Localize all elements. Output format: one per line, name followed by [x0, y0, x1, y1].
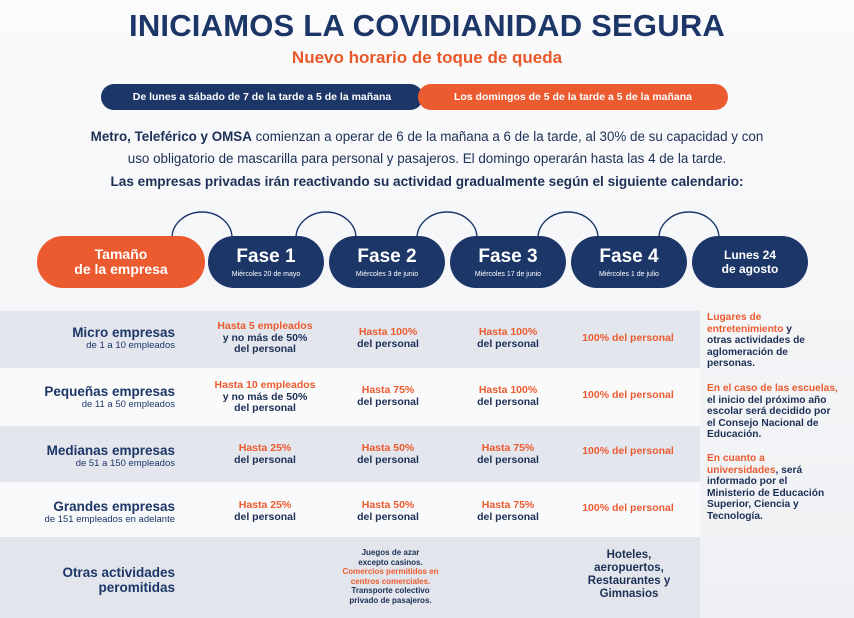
side-note-1-e: aglomeración de [707, 346, 788, 358]
side-note-2-e: Educación. [707, 429, 762, 440]
cell-other-phase-4-a: Hoteles, [606, 549, 652, 561]
cell-micro-phase-3 [448, 327, 568, 350]
cell-micro-phase-2 [328, 327, 448, 350]
cell-small-phase-4: 100% del personal [582, 389, 674, 401]
side-note-1-b-line [707, 324, 852, 336]
side-note-2-b: el inicio del próximo año [707, 394, 827, 406]
intro-line-1-rest: comienzan a operar de 6 de la mañana a 6 de la tarde, al 30% de su capacidad y con [251, 129, 764, 144]
cell-small-phase-2 [328, 385, 448, 408]
phase-2-name: Fase 2 [357, 245, 417, 267]
phase-2-date: Miércoles 3 de junio [355, 270, 419, 278]
arc-5 [659, 212, 719, 238]
side-note-2-a: En el caso de las escuelas, [707, 383, 838, 394]
company-size-line-2: de la empresa [74, 261, 168, 277]
cell-small-phase-2-a: Hasta 75% [361, 384, 415, 396]
cell-other-phase-2-c: Comercios permitidos en [342, 567, 439, 576]
phase-3-header [450, 236, 566, 288]
row-label-micro [0, 325, 175, 352]
row-label-small-sub: de 11 a 50 empleados [81, 399, 175, 410]
cell-medium-phase-1 [205, 443, 325, 466]
page-subtitle: Nuevo horario de toque de queda [291, 48, 563, 67]
side-note-3-b-line [707, 465, 852, 477]
side-note-3-a: En cuanto a [707, 453, 765, 464]
curfew-weekday-badge: De lunes a sábado de 7 de la tarde a 5 de la mañana [101, 84, 423, 110]
cell-micro-phase-1 [205, 321, 325, 356]
cell-large-phase-4: 100% del personal [582, 502, 674, 514]
cell-small-phase-1 [205, 380, 325, 415]
cell-other-phase-2-d: centros comerciales. [350, 576, 431, 586]
side-note-entertainment [707, 312, 852, 370]
cell-medium-phase-1-b: del personal [234, 453, 296, 466]
cell-medium-phase-2 [328, 443, 448, 466]
intro-transport-names: Metro, Teleférico y OMSA [90, 129, 252, 144]
side-note-1-c: y [783, 323, 792, 335]
row-label-micro-sub: de 1 a 10 empleados [86, 340, 175, 351]
cell-other-phase-4 [570, 549, 688, 601]
side-note-schools [707, 383, 852, 441]
arc-4 [538, 212, 598, 238]
side-note-universities [707, 453, 852, 522]
intro-line-3: Las empresas privadas irán reactivando su actividad gradualmente según el siguiente calendario: [110, 174, 744, 189]
row-label-micro-main: Micro empresas [72, 325, 175, 340]
cell-small-phase-2-b: del personal [357, 395, 419, 408]
row-label-other-line-1: Otras actividades [62, 565, 175, 580]
phase-4-date: Miércoles 1 de julio [599, 270, 659, 278]
cell-other-phase-4-d: Gimnasios [599, 588, 659, 600]
row-label-other-line-2: peromitidas [98, 580, 175, 595]
arc-2 [296, 212, 356, 238]
cell-micro-phase-2-b: del personal [357, 337, 419, 350]
side-note-2-d: el Consejo Nacional de [707, 417, 819, 429]
cell-large-phase-2 [328, 500, 448, 523]
row-label-large-sub: de 151 empleados en adelante [44, 514, 175, 525]
cell-other-phase-2 [333, 548, 448, 605]
cell-micro-phase-2-a: Hasta 100% [358, 326, 418, 338]
curfew-sunday-badge: Los domingos de 5 de la tarde a 5 de la mañana [418, 84, 728, 110]
cell-large-phase-2-b: del personal [357, 510, 419, 523]
phase-5-line-2: de agosto [721, 262, 779, 276]
cell-large-phase-1 [205, 500, 325, 523]
cell-large-phase-1-a: Hasta 25% [238, 499, 292, 511]
company-size-header [37, 236, 205, 288]
side-note-2-c: escolar será decidido por [707, 406, 831, 417]
cell-small-phase-1-a: Hasta 10 empleados [214, 379, 316, 391]
cell-other-phase-2-a: Juegos de azar [361, 548, 420, 557]
row-label-small-main: Pequeñas empresas [44, 384, 175, 399]
cell-micro-phase-3-a: Hasta 100% [478, 326, 538, 338]
row-label-other [0, 565, 175, 595]
cell-other-phase-2-b: excepto casinos. [358, 557, 423, 567]
side-note-3-e: Ministerio de Educación [707, 487, 825, 499]
side-note-3-d: informado por el [707, 476, 788, 487]
phase-3-name: Fase 3 [478, 245, 538, 267]
cell-large-phase-3-a: Hasta 75% [481, 499, 535, 511]
phase-4-name: Fase 4 [599, 245, 659, 267]
row-label-medium-sub: de 51 a 150 empleados [75, 458, 175, 469]
cell-small-phase-1-c: del personal [234, 402, 296, 414]
cell-micro-phase-3-b: del personal [477, 337, 539, 350]
cell-medium-phase-3-b: del personal [477, 453, 539, 466]
cell-medium-phase-3-a: Hasta 75% [481, 442, 535, 454]
cell-medium-phase-3 [448, 443, 568, 466]
side-note-3-g: Tecnología. [707, 510, 763, 522]
side-note-1-b: entretenimiento [707, 323, 784, 335]
cell-other-phase-4-b: aeropuertos, [594, 562, 664, 574]
row-label-large-main: Grandes empresas [53, 499, 175, 514]
row-label-medium [0, 443, 175, 470]
row-label-large [0, 499, 175, 526]
cell-large-phase-3-b: del personal [477, 510, 539, 523]
phase-5-line-1: Lunes 24 [723, 248, 777, 262]
arc-3 [417, 212, 477, 238]
side-note-3-b: universidades [707, 464, 776, 476]
side-note-3-f: Superior, Ciencia y [707, 499, 799, 510]
cell-micro-phase-1-a: Hasta 5 empleados [217, 320, 313, 332]
cell-medium-phase-2-a: Hasta 50% [361, 442, 415, 454]
cell-large-phase-3 [448, 500, 568, 523]
cell-micro-phase-4: 100% del personal [582, 332, 674, 344]
cell-medium-phase-4: 100% del personal [582, 445, 674, 457]
row-label-medium-main: Medianas empresas [46, 443, 175, 458]
phase-4-header [571, 236, 687, 288]
phase-3-date: Miércoles 17 de junio [474, 270, 542, 278]
cell-small-phase-3 [448, 385, 568, 408]
page-title: INICIAMOS LA COVIDIANIDAD SEGURA [129, 8, 725, 43]
cell-other-phase-2-f: privado de pasajeros. [349, 595, 432, 605]
side-note-1-d: otras actividades de [707, 335, 805, 346]
cell-large-phase-1-b: del personal [234, 510, 296, 523]
cell-medium-phase-2-b: del personal [357, 453, 419, 466]
side-note-1-f: personas. [707, 358, 756, 369]
cell-small-phase-3-b: del personal [477, 395, 539, 408]
row-label-small [0, 384, 175, 411]
intro-line-2: uso obligatorio de mascarilla para personal y pasajeros. El domingo operarán hasta las 4 de la tarde. [127, 151, 727, 166]
cell-medium-phase-1-a: Hasta 25% [238, 442, 292, 454]
cell-other-phase-2-e: Transporte colectivo [351, 586, 430, 595]
phase-1-date: Miércoles 20 de mayo [231, 270, 301, 278]
side-note-3-c: , será [775, 464, 803, 476]
cell-micro-phase-1-b: y no más de 50% [222, 331, 308, 344]
phase-2-header [329, 236, 445, 288]
arc-1 [172, 212, 232, 238]
cell-small-phase-1-b: y no más de 50% [222, 390, 308, 403]
cell-other-phase-4-c: Restaurantes y [587, 575, 671, 587]
cell-small-phase-3-a: Hasta 100% [478, 384, 538, 396]
phase-1-header [208, 236, 324, 288]
intro-line-1 [0, 129, 854, 144]
company-size-line-1: Tamaño [94, 246, 148, 262]
phase-5-header [692, 236, 808, 288]
cell-large-phase-2-a: Hasta 50% [361, 499, 415, 511]
phase-1-name: Fase 1 [236, 245, 296, 267]
cell-micro-phase-1-c: del personal [234, 343, 296, 355]
side-note-1-a: Lugares de [707, 312, 762, 323]
